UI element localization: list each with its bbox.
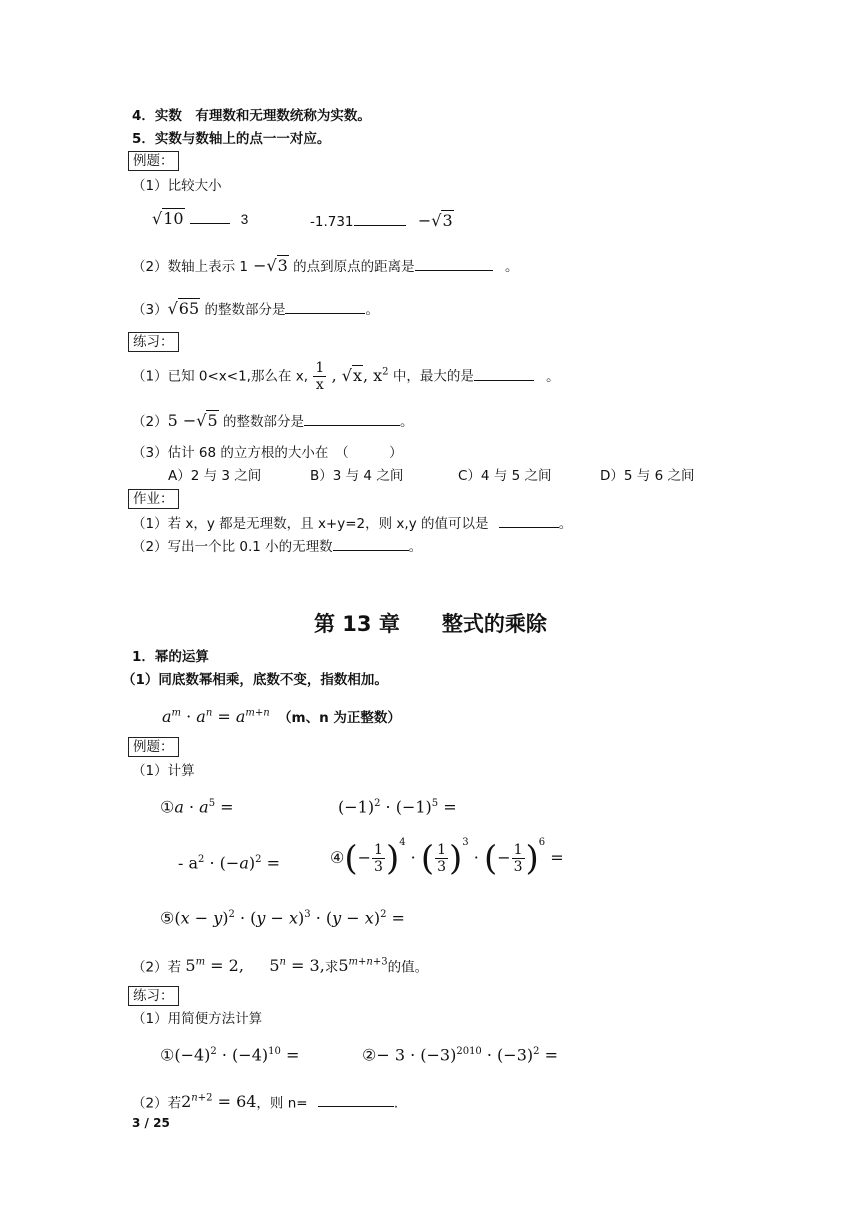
calc-1: $①(-4)^2 \cdot (-4)^{10}$ = [160, 1045, 300, 1065]
p2-sqrt: 5 [207, 411, 218, 430]
circled-5: ⑤ [160, 908, 175, 928]
circled-1b: ① [160, 1045, 175, 1065]
pr2-q2-prefix: （2）若 [132, 1095, 182, 1112]
p1-end: 。 [546, 368, 560, 385]
exercise-2: $(-1)^2 \cdot (-1)^5$ = [338, 797, 457, 817]
practice2-q2: （2）若$2^{n+2} = 64$，则 n= . [132, 1092, 399, 1112]
calc-2: ②− $3 \cdot (-3)^{2010} \cdot (-3)^2$ = [362, 1045, 558, 1065]
rule-heading: （1）同底数幂相乘，底数不变，指数相加。 [122, 672, 388, 688]
q3-prefix: （3） [132, 302, 168, 318]
example-q2: （2）数轴上表示 1 −√3 的点到原点的距离是 。 [132, 256, 519, 275]
example2-q1: （1）计算 [132, 763, 195, 779]
circled-2: ② [362, 1045, 377, 1065]
practice-label-2: 练习： [128, 986, 179, 1006]
ex2-q2-text: 的值。 [387, 959, 429, 976]
blank-1[interactable] [190, 209, 230, 224]
item-4: 4．实数 有理数和无理数统称为实数。 [132, 108, 371, 124]
blank-4[interactable] [285, 299, 365, 314]
circled-1: ① [160, 797, 175, 817]
value-3: 3 [240, 212, 249, 227]
formula-note: （m、n 为正整数） [278, 710, 401, 727]
blank-6[interactable] [304, 411, 400, 426]
p1-text: 中，最大的是 [392, 368, 474, 385]
frac-num: 1 [315, 360, 325, 376]
example2-q2: （2）若 $5^m = 2$, $5^n = 3$,求$5^{m+n+3}$的值。 [132, 956, 429, 976]
blank-2[interactable] [354, 211, 406, 226]
exercise-1: ①a · $a^5$ = [160, 797, 234, 817]
q2-text: 的点到原点的距离是 [293, 259, 415, 275]
exercise-5: ⑤(x − $y)^2 \cdot (y - x)^3 \cdot (y - x)^2$ = [160, 908, 405, 928]
practice-q3: （3）估计 68 的立方根的大小在 （ ） [132, 445, 403, 461]
practice-label: 练习： [128, 332, 179, 352]
option-b: B）3 与 4 之间 [310, 468, 404, 484]
option-c: C）4 与 5 之间 [458, 468, 552, 484]
blank-9[interactable] [318, 1092, 394, 1107]
blank-5[interactable] [474, 366, 534, 381]
h1-text: （1）若 x，y 都是无理数，且 x+y=2，则 x,y 的值可以是 [132, 516, 489, 532]
example-q1-compare-2: -1.731 −√3 [310, 211, 453, 230]
value-neg: -1.731 [310, 214, 354, 230]
p2-text: 的整数部分是 [222, 414, 304, 430]
circled-4: ④ [330, 848, 345, 867]
q2-prefix: （2）数轴上表示 1 [132, 259, 248, 275]
pr2-q2-end: . [393, 1095, 399, 1112]
q3-sqrt: 65 [178, 299, 200, 318]
q2-end: 。 [504, 259, 519, 275]
homework-label: 作业： [128, 489, 179, 509]
ex2-q2-prefix: （2）若 [132, 959, 182, 976]
p2-math: 5 − [167, 411, 197, 430]
example-q3: （3）√65 的整数部分是 。 [132, 299, 379, 318]
sqrt-3: 3 [442, 211, 453, 230]
practice-q1: （1）已知 0<x<1,那么在 x, $\frac{1}{x}$ , √x, $x^2$ 中，最大的是 。 [132, 360, 560, 393]
chapter-title: 第 13 章 整式的乘除 [314, 612, 547, 636]
example-q1: （1）比较大小 [132, 178, 222, 194]
section-heading: 1．幂的运算 [132, 649, 209, 665]
page-number: 3 / 25 [132, 1116, 170, 1130]
fraction-1-over-x [313, 360, 326, 393]
example-q1-compare: √10 3 [152, 209, 249, 228]
q3-end: 。 [365, 302, 379, 318]
example-label: 例题： [128, 151, 179, 171]
homework-q2 [132, 536, 422, 556]
exercise-3: - $a^2 \cdot (-a)^2$ = [178, 853, 280, 873]
h2-text: （2）写出一个比 0.1 小的无理数 [132, 539, 333, 555]
example-label-2: 例题： [128, 737, 179, 757]
power-formula: $a^m \cdot a^n = a^{m+n}$ （m、n 为正整数） [162, 707, 401, 727]
practice-q2: （2）5 −√5 的整数部分是 。 [132, 411, 414, 430]
blank-8[interactable] [333, 536, 409, 551]
blank-3[interactable] [415, 256, 493, 271]
frac-den: x [315, 377, 324, 393]
h2-end: 。 [408, 539, 423, 555]
p2-end: 。 [399, 414, 414, 430]
option-d: D）5 与 6 之间 [600, 468, 695, 484]
item-5: 5．实数与数轴上的点一一对应。 [132, 131, 331, 147]
option-a: A）2 与 3 之间 [168, 468, 262, 484]
p1-prefix: （1）已知 0<x<1,那么在 x, [132, 368, 309, 385]
q3-text: 的整数部分是 [204, 302, 286, 318]
blank-7[interactable] [499, 513, 559, 528]
h1-end: 。 [558, 516, 573, 532]
q2-sqrt: 3 [277, 256, 288, 275]
p2-prefix: （2） [132, 414, 168, 430]
sqrt-10: 10 [163, 209, 184, 228]
pr2-q2-mid: ，则 n= [256, 1095, 308, 1112]
practice2-q1: （1）用简便方法计算 [132, 1011, 263, 1027]
exercise-4: ④(− $\frac{1}{3}$ )$^4$ · ( $\frac{1}{3}$ )$^3$ · (− $\frac{1}{3}$ )$^6$ = [330, 837, 564, 879]
homework-q1 [132, 513, 572, 533]
